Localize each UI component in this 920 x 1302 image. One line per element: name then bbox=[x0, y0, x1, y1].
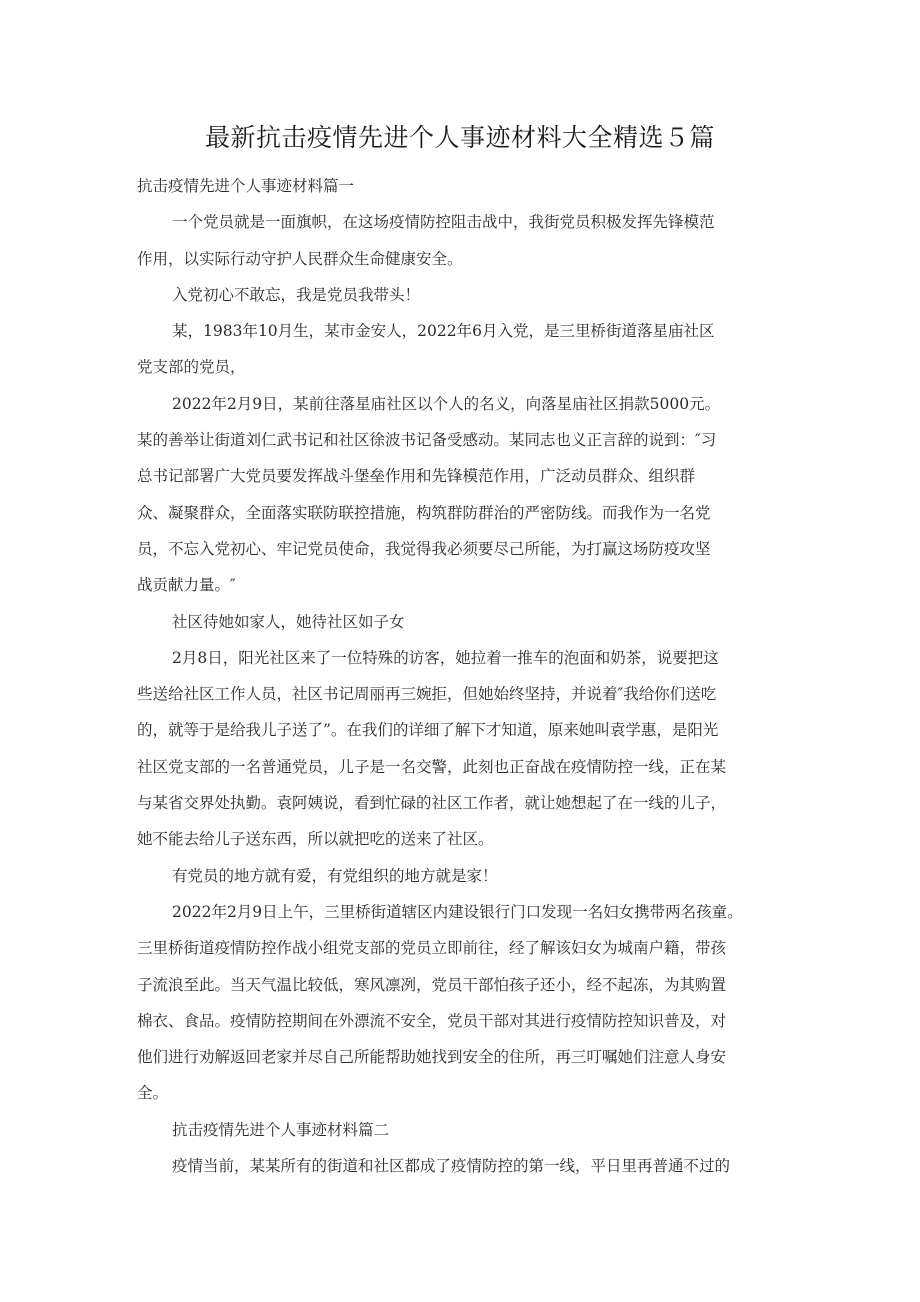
body-line: 他们进行劝解返回老家并尽自己所能帮助她找到安全的住所，再三叮嘱她们注意人身安 bbox=[137, 1048, 727, 1067]
body-line: 疫情当前，某某所有的街道和社区都成了疫情防控的第一线，平日里再普通不过的 bbox=[172, 1157, 731, 1176]
body-line: 三里桥街道疫情防控作战小组党支部的党员立即前往，经了解该妇女为城南户籍，带孩 bbox=[137, 939, 727, 958]
body-line: 些送给社区工作人员，社区书记周丽再三婉拒，但她始终坚持，并说着″我给你们送吃 bbox=[137, 685, 717, 704]
body-line: 一个党员就是一面旗帜，在这场疫情防控阻击战中，我街党员积极发挥先锋模范 bbox=[172, 213, 715, 232]
document-body bbox=[137, 168, 797, 1112]
sub-heading: 入党初心不敢忘，我是党员我带头！ bbox=[172, 285, 421, 304]
body-line: 战贡献力量。″ bbox=[137, 576, 236, 595]
body-line: 2022年2月9日，某前往落星庙社区以个人的名义，向落星庙社区捐款5000元。 bbox=[172, 394, 721, 413]
document-title: 最新抗击疫情先进个人事迹材料大全精选５篇 bbox=[204, 123, 715, 152]
body-line: 总书记部署广大党员要发挥战斗堡垒作用和先锋模范作用，广泛动员群众、组织群 bbox=[137, 467, 696, 486]
body-line: 棉衣、食品。疫情防控期间在外漂流不安全，党员干部对其进行疫情防控知识普及，对 bbox=[137, 1011, 727, 1030]
body-line: 2月8日，阳光社区来了一位特殊的访客，她拉着一推车的泡面和奶茶，说要把这 bbox=[172, 648, 719, 667]
body-line: 的，就等于是给我儿子送了”。在我们的详细了解下才知道，原来她叫袁学惠，是阳光 bbox=[137, 721, 719, 740]
section-heading: 抗击疫情先进个人事迹材料篇二 bbox=[172, 1121, 390, 1139]
body-line: 她不能去给儿子送东西，所以就把吃的送来了社区。 bbox=[137, 830, 494, 849]
body-line: 作用，以实际行动守护人民群众生命健康安全。 bbox=[137, 249, 463, 268]
body-line: 众、凝聚群众，全面落实联防联控措施，构筑群防群治的严密防线。而我作为一名党 bbox=[137, 503, 711, 522]
body-line: 社区党支部的一名普通党员，儿子是一名交警，此刻也正奋战在疫情防控一线，正在某 bbox=[137, 757, 727, 776]
body-line: 子流浪至此。当天气温比较低，寒风凛冽，党员干部怕孩子还小，经不起冻，为其购置 bbox=[137, 975, 727, 994]
body-line: 与某省交界处执勤。袁阿姨说，看到忙碌的社区工作者，就让她想起了在一线的儿子， bbox=[137, 794, 727, 813]
document-body-continued bbox=[137, 1112, 797, 1185]
body-line: 某的善举让街道刘仁武书记和社区徐波书记备受感动。某同志也义正言辞的说到：″习 bbox=[137, 431, 717, 450]
body-line: 员，不忘入党初心、牢记党员使命，我觉得我必须要尽己所能，为打赢这场防疫攻坚 bbox=[137, 539, 711, 558]
section-heading: 抗击疫情先进个人事迹材料篇一 bbox=[137, 177, 355, 195]
body-line: 某，1983年10月生，某市金安人，2022年6月入党，是三里桥街道落星庙社区 bbox=[172, 322, 715, 341]
sub-heading: 社区待她如家人，她待社区如子女 bbox=[172, 612, 405, 631]
sub-heading: 有党员的地方就有爱，有党组织的地方就是家！ bbox=[172, 866, 498, 885]
body-line: 党支部的党员， bbox=[137, 358, 246, 377]
body-line: 全。 bbox=[137, 1084, 169, 1103]
body-line: 2022年2月9日上午，三里桥街道辖区内建设银行门口发现一名妇女携带两名孩童。 bbox=[172, 902, 743, 921]
